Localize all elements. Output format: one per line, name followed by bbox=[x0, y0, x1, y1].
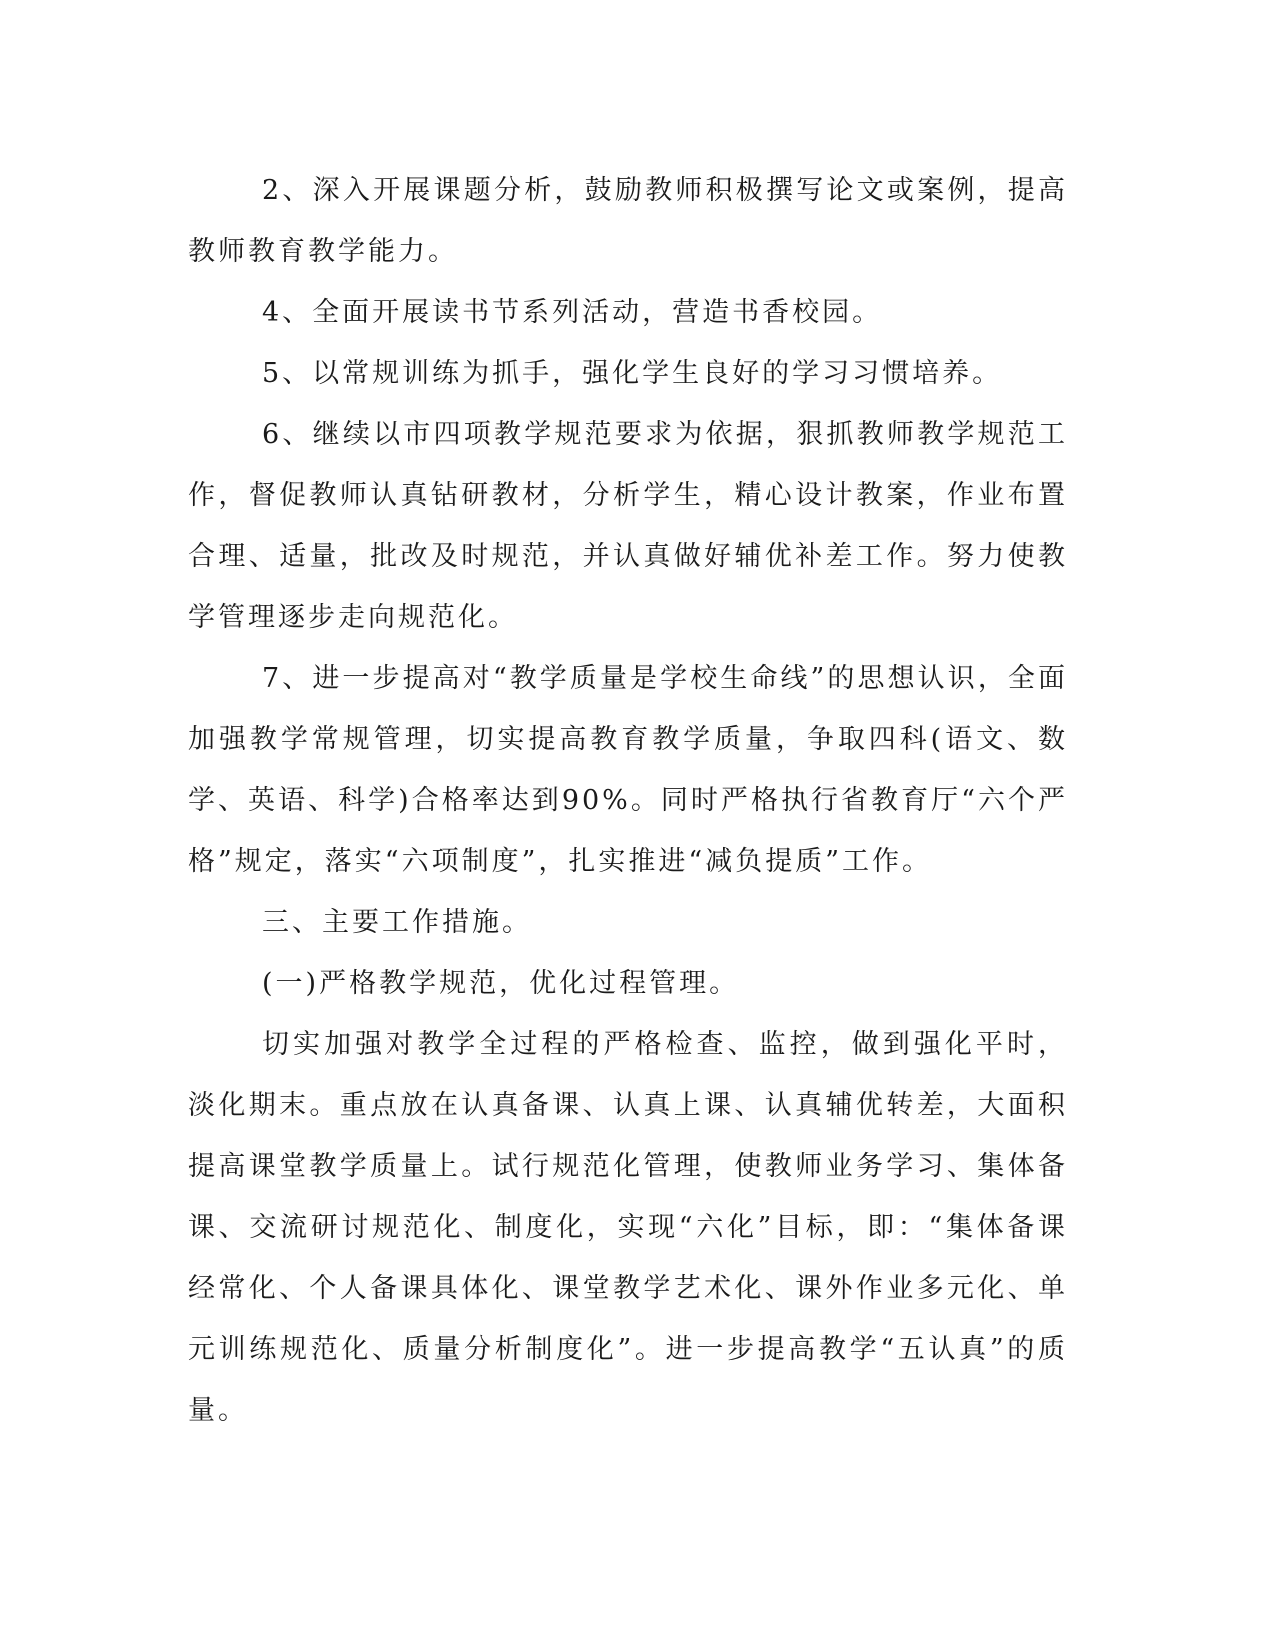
document-body bbox=[188, 160, 1068, 1441]
paragraph-item-7: 7、进一步提高对“教学质量是学校生命线”的思想认识，全面加强教学常规管理，切实提高教育教学质量，争取四科(语文、数学、英语、科学)合格率达到90%。同时严格执行省教育厅“六个严格”规定，落实“六项制度”，扎实推进“减负提质”工作。 bbox=[188, 663, 1068, 877]
subsection-heading: (一)严格教学规范，优化过程管理。 bbox=[262, 968, 740, 999]
paragraph-measures: 切实加强对教学全过程的严格检查、监控，做到强化平时，淡化期末。重点放在认真备课、认真上课、认真辅优转差，大面积提高课堂教学质量上。试行规范化管理，使教师业务学习、集体备课、交流研讨规范化、制度化，实现“六化”目标，即：“集体备课经常化、个人备课具体化、课堂教学艺术化、课外作业多元化、单元训练规范化、质量分析制度化”。进一步提高教学“五认真”的质量。 bbox=[188, 1029, 1068, 1426]
paragraph-item-4: 4、全面开展读书节系列活动，营造书香校园。 bbox=[262, 297, 883, 328]
paragraph-item-6: 6、继续以市四项教学规范要求为依据，狠抓教师教学规范工作，督促教师认真钻研教材，分析学生，精心设计教案，作业布置合理、适量，批改及时规范，并认真做好辅优补差工作。努力使教学管理逐步走向规范化。 bbox=[188, 419, 1068, 633]
paragraph-item-5: 5、以常规训练为抓手，强化学生良好的学习习惯培养。 bbox=[262, 358, 1003, 389]
paragraph-item-2: 2、深入开展课题分析，鼓励教师积极撰写论文或案例，提高教师教育教学能力。 bbox=[188, 175, 1068, 267]
section-heading: 三、主要工作措施。 bbox=[262, 907, 532, 938]
